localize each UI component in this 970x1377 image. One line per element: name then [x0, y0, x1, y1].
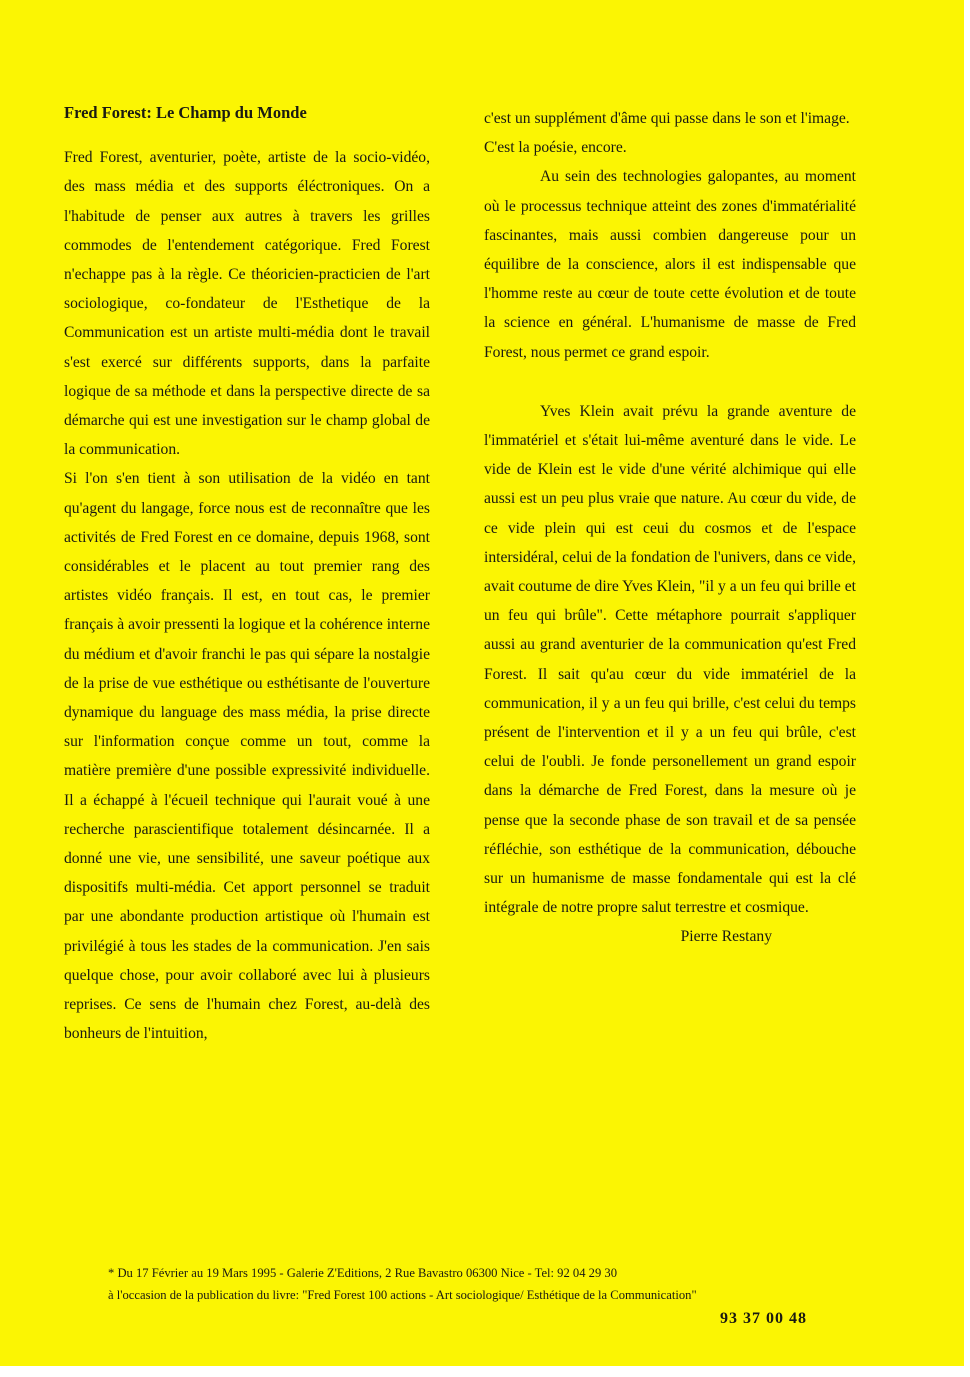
paragraph-poetry: C'est la poésie, encore. — [484, 139, 627, 157]
footnote — [108, 1262, 908, 1306]
footnote-publication: à l'occasion de la publication du livre: "Fred Forest 100 actions - Art sociologique/ Esthétique de la Communication" — [108, 1288, 697, 1302]
author-signature: Pierre Restany — [680, 928, 772, 946]
article-title: Fred Forest: Le Champ du Monde — [64, 103, 307, 122]
paragraph-continuation: c'est un supplément d'âme qui passe dans le son et l'image. — [484, 110, 850, 127]
left-column — [64, 98, 430, 1049]
paragraph-yves-klein: Yves Klein avait prévu la grande aventure de l'immatériel et s'était lui-même aventuré dans le vide. Le vide de Klein est le vide d'une vérité alchimique qui elle aussi est un peu plus vraie que nature. Au cœur du vide, de ce vide plein qui est ceui du cosmos et de l'espace intersidéral, celui de la fondation de l'univers, dans ce vide, avait coutume de dire Yves Klein, "il y a un feu qui brille et un feu qui brûle". Cette métaphore pourrait s'appliquer aussi au grand aventurier de la communication qu'est Fred Forest. Il sait qu'au cœur du vide immatériel de la communication, il y a un feu qui brille, c'est celui du temps présent de l'intervention et il y a un feu qui brûle, c'est celui de l'oubli. Je fonde personellement un grand espoir dans la démarche de Fred Forest, dans la mesure où je pense que la seconde phase de son travail et de sa pensée réfléchie, son esthétique de la communication, débouche sur un humanisme de masse fondamentale qui est la clé intégrale de notre propre salut terrestre et cosmique. — [484, 402, 856, 917]
paragraph-technologies: Au sein des technologies galopantes, au moment où le processus technique atteint des zones d'immatérialité fascinantes, mais aussi combien dangereuse pour un équilibre de la conscience, alors il est indispensable que l'homme reste au cœur de toute cette évolution et de toute la science en général. L'humanisme de masse de Fred Forest, nous permet ce grand espoir. — [484, 168, 856, 361]
paragraph-video: Si l'on s'en tient à son utilisation de la vidéo en tant qu'agent du langage, force nous est de reconnaître que les activités de Fred Forest en ce domaine, depuis 1968, sont considérables et le placent au tout premier rang des artistes vidéo français. Il est, en tout cas, le premier français à avoir pressenti la logique et la cohérence interne du médium et d'avoir franchi le pas qui sépare la nostalgie de la prise de vue esthétique ou esthétisante de l'ouverture dynamique du language des mass média, la prise directe sur l'information conçue comme un tout, comme la matière première d'une possible expressivité individuelle. Il a échappé à l'écueil technique qui l'aurait voué à une recherche parascientifique totalement désincarnée. Il a donné une vie, une sensibilité, une saveur poétique aux dispositifs multi-média. Cet apport personnel se traduit par une abondante production artistique où l'humain est privilégié à tous les stades de la communication. J'en sais quelque chose, pour avoir collaboré avec lui à plusieurs reprises. Ce sens de l'humain chez Forest, au-delà des bonheurs de l'intuition, — [64, 470, 430, 1043]
right-column — [484, 104, 856, 952]
phone-number: 93 37 00 48 — [720, 1310, 807, 1327]
footnote-exhibition: * Du 17 Février au 19 Mars 1995 - Galerie Z'Editions, 2 Rue Bavastro 06300 Nice - Tel: 92 04 29 30 — [108, 1266, 618, 1280]
paragraph-intro: Fred Forest, aventurier, poète, artiste de la socio-vidéo, des mass média et des supports éléctroniques. On a l'habitude de penser aux autres à travers les grilles commodes de l'entendement catégorique. Fred Forest n'echappe pas à la règle. Ce théoricien-practicien de l'art sociologique, co-fondateur de l'Esthetique de la Communication est un artiste multi-média dont le travail s'est exercé sur différents supports, dans la parfaite logique de sa méthode et dans la perspective directe de sa démarche qui est une investigation sur le champ global de la communication. — [64, 149, 430, 459]
